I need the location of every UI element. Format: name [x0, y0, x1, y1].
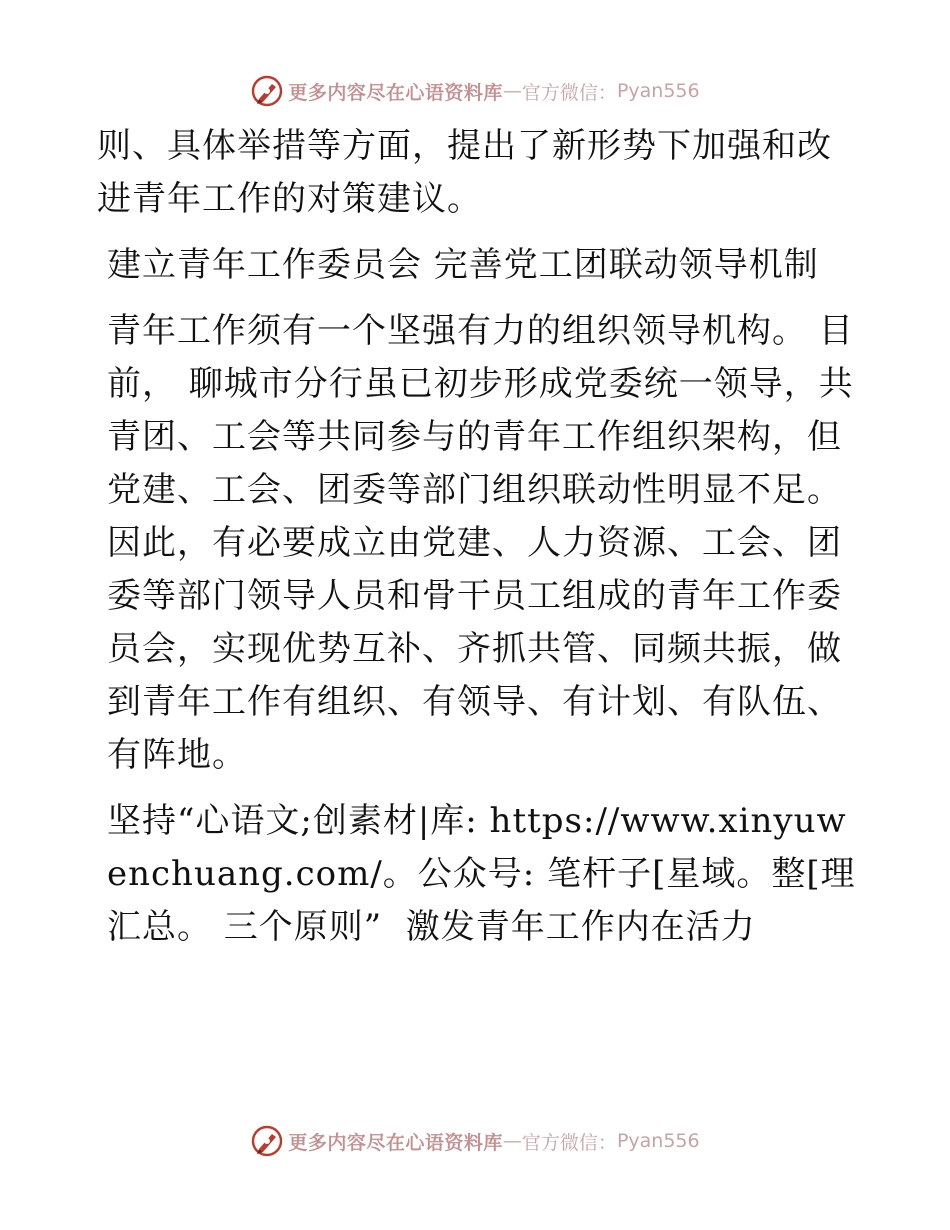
watermark-wechat-id: Pyan556 — [616, 80, 700, 102]
pen-logo-icon — [250, 1124, 284, 1158]
footer-watermark — [0, 1121, 950, 1161]
watermark-brand: 更多内容尽在心语资料库 — [288, 81, 503, 104]
watermark-dash: — — [502, 80, 522, 102]
watermark-label: 官方微信： — [521, 81, 617, 104]
watermark-wechat-id: Pyan556 — [616, 1130, 700, 1152]
section-heading: 建立青年工作委员会 完善党工团联动领导机制 — [107, 245, 819, 285]
paragraph-3: 坚持“心语文;创素材|库: https://www.xinyuwenchuang.com/。公众号: 笔杆子[星域。整[理汇总。 三个原则” 激发青年工作内在活力 — [107, 801, 856, 947]
watermark-dash: — — [502, 1130, 522, 1152]
paragraph-2: 青年工作须有一个坚强有力的组织领导机构。 目前， 聊城市分行虽已初步形成党委统一领导，共青团、工会等共同参与的青年工作组织架构，但党建、工会、团委等部门组织联动性明显不足。因此，有必要成立由党建、人力资源、工会、团委等部门领导人员和骨干员工组成的青年工作委员会，实现优势互补、齐抓共管、同频共振，做到青年工作有组织、有领导、有计划、有队伍、有阵地。 — [107, 311, 854, 775]
document-body — [97, 120, 857, 954]
header-watermark — [0, 71, 950, 111]
paragraph-1: 则、具体举措等方面，提出了新形势下加强和改进青年工作的对策建议。 — [97, 126, 832, 219]
watermark-brand: 更多内容尽在心语资料库 — [288, 1131, 503, 1154]
watermark-label: 官方微信： — [521, 1131, 617, 1154]
pen-logo-icon — [250, 74, 284, 108]
